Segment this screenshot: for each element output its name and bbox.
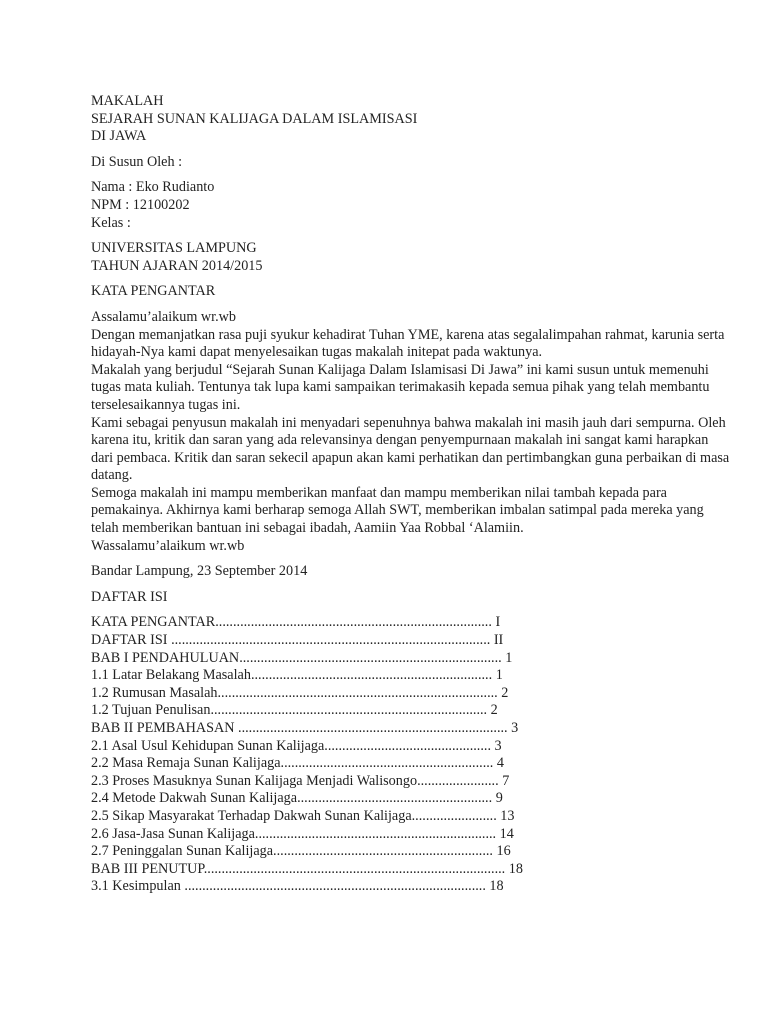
- foreword-heading-block: [91, 283, 731, 301]
- toc-entry-label: BAB II PEMBAHASAN: [91, 720, 235, 736]
- toc-entry-leader: ..............................................................................: [210, 702, 488, 719]
- toc-entry: [91, 738, 731, 756]
- doc-title-line-2: DI JAWA: [91, 128, 147, 145]
- toc-entry-page: I: [491, 614, 501, 631]
- toc-entry-leader: ...............................................................................: [217, 684, 498, 701]
- toc-entry-page: 16: [492, 843, 511, 860]
- toc-entry: [91, 808, 731, 826]
- foreword-closing: Wassalamu’alaikum wr.wb: [91, 537, 245, 554]
- author-class: Kelas :: [91, 214, 131, 231]
- toc-entry: [91, 773, 731, 791]
- toc-entry-leader: ............................................................: [280, 755, 494, 772]
- toc-entry-page: 13: [496, 807, 515, 824]
- toc-entry-label: 1.2 Rumusan Masalah: [91, 684, 218, 701]
- toc-entry-label: 2.2 Masa Remaja Sunan Kalijaga: [91, 755, 281, 772]
- foreword-heading: KATA PENGANTAR: [91, 283, 216, 300]
- toc-entry-leader: ....................................................................: [254, 825, 497, 842]
- toc-entry: [91, 755, 731, 773]
- toc-entry-leader: ...............................................: [324, 737, 491, 754]
- toc-entry-leader: ............................................................................: [234, 720, 508, 736]
- toc-entry-page: 18: [485, 878, 504, 895]
- toc-entry-label: DAFTAR ISI: [91, 632, 168, 649]
- toc-entry-leader: .....................................................................................: [203, 860, 506, 877]
- doc-title-line-1: SEJARAH SUNAN KALIJAGA DALAM ISLAMISASI: [91, 110, 418, 127]
- toc-heading-block: [91, 589, 731, 607]
- toc-entry: [91, 790, 731, 808]
- toc-entry-page: 18: [505, 860, 523, 877]
- toc-entry-page: 4: [493, 755, 504, 772]
- toc-entry-page: 1: [501, 649, 513, 666]
- toc-entry-label: 2.6 Jasa-Jasa Sunan Kalijaga: [91, 825, 255, 842]
- document-page: [91, 93, 731, 896]
- foreword-greeting: Assalamu’alaikum wr.wb: [91, 308, 236, 325]
- toc-entry-page: 3: [507, 720, 519, 736]
- university-name: UNIVERSITAS LAMPUNG: [91, 240, 257, 257]
- toc-entry-label: BAB III PENUTUP: [91, 860, 204, 877]
- toc-entry-label: 2.7 Peninggalan Sunan Kalijaga: [91, 843, 274, 860]
- toc-entry: [91, 685, 731, 703]
- compiled-by-label: Di Susun Oleh :: [91, 153, 183, 170]
- toc-entry-leader: .......................................................: [297, 790, 493, 807]
- toc-entry: [91, 702, 731, 720]
- place-date-block: [91, 563, 731, 581]
- toc-entry: [91, 614, 731, 632]
- doc-type: MAKALAH: [91, 93, 164, 109]
- compiled-by: [91, 154, 731, 172]
- toc-entry: [91, 632, 731, 650]
- toc-entry-label: 2.3 Proses Masuknya Sunan Kalijaga Menjadi Walisongo: [91, 772, 418, 789]
- toc-entry-leader: ..........................................................................: [239, 649, 502, 666]
- toc-entry: [91, 826, 731, 844]
- toc-entry-page: 9: [492, 790, 503, 807]
- toc-entry-label: 1.1 Latar Belakang Masalah: [91, 667, 251, 684]
- toc-entry-label: 3.1 Kesimpulan: [91, 878, 181, 895]
- academic-year: TAHUN AJARAN 2014/2015: [91, 257, 263, 274]
- toc-entry-page: 2: [497, 684, 509, 701]
- foreword-paragraph: Semoga makalah ini mampu memberikan manfaat dan mampu memberikan nilai tambah kepada para pemakainya. Akhirnya kami berharap semoga Allah SWT, memberikan imbalan satimpal pada mereka yang telah memberikan bantuan ini sebagai ibadah, Aamiin Yaa Robbal ‘Alamiin.: [91, 484, 704, 537]
- toc-entry-label: BAB I PENDAHULUAN: [91, 649, 240, 666]
- title-block: [91, 93, 731, 146]
- author-block: [91, 179, 731, 232]
- toc-entry-leader: .......................: [417, 772, 499, 789]
- toc-entry: [91, 878, 731, 896]
- toc-entry: [91, 861, 731, 879]
- author-npm: NPM : 12100202: [91, 196, 190, 213]
- toc-entry: [91, 667, 731, 685]
- toc-entry-page: II: [490, 632, 504, 649]
- toc-entry-leader: .....................................................................................: [180, 878, 486, 895]
- toc-heading: DAFTAR ISI: [91, 588, 168, 605]
- toc-list: [91, 614, 731, 896]
- toc-entry-label: KATA PENGANTAR: [91, 614, 216, 631]
- toc-entry-label: 2.4 Metode Dakwah Sunan Kalijaga: [91, 790, 298, 807]
- foreword-body: [91, 309, 731, 555]
- institution-block: [91, 240, 731, 275]
- toc-entry: [91, 650, 731, 668]
- toc-entry-label: 2.1 Asal Usul Kehidupan Sunan Kalijaga: [91, 737, 325, 754]
- toc-entry-page: 2: [487, 702, 498, 719]
- toc-entry-leader: ....................................................................: [250, 667, 493, 684]
- toc-entry-page: 14: [496, 825, 514, 842]
- toc-entry-page: 3: [490, 737, 502, 754]
- place-date: Bandar Lampung, 23 September 2014: [91, 563, 308, 580]
- toc-entry-page: 1: [492, 667, 503, 684]
- toc-entry: [91, 720, 731, 738]
- toc-entry-label: 2.5 Sikap Masyarakat Terhadap Dakwah Sunan Kalijaga: [91, 807, 412, 824]
- toc-entry-page: 7: [498, 772, 510, 789]
- foreword-paragraph: Kami sebagai penyusun makalah ini menyadari sepenuhnya bahwa makalah ini masih jauh dari sempurna. Oleh karena itu, kritik dan saran yang ada relevansinya dengan penyempurnaan makalah ini sangat kami harapkan dari pembaca. Kritik dan saran sekecil apapun akan kami perhatikan dan pertimbangkan guna perbaikan di masa datang.: [91, 414, 730, 484]
- foreword-paragraph: Dengan memanjatkan rasa puji syukur kehadirat Tuhan YME, karena atas segalalimpahan rahmat, karunia serta hidayah-Nya kami dapat menyelesaikan tugas makalah initepat pada waktunya.: [91, 326, 725, 361]
- toc-entry-leader: ..............................................................: [273, 843, 493, 860]
- toc-entry-leader: ........................: [411, 807, 497, 824]
- toc-entry: [91, 843, 731, 861]
- author-name: Nama : Eko Rudianto: [91, 179, 215, 196]
- toc-entry-leader: ..........................................................................................: [167, 632, 491, 649]
- toc-entry-leader: ..............................................................................: [215, 614, 492, 631]
- foreword-paragraph: Makalah yang berjudul “Sejarah Sunan Kalijaga Dalam Islamisasi Di Jawa” ini kami susun untuk memenuhi tugas mata kuliah. Tentunya tak lupa kami sampaikan terimakasih kepada semua pihak yang telah membantu terselesaikannya tugas ini.: [91, 361, 710, 413]
- toc-entry-label: 1.2 Tujuan Penulisan: [91, 702, 211, 719]
